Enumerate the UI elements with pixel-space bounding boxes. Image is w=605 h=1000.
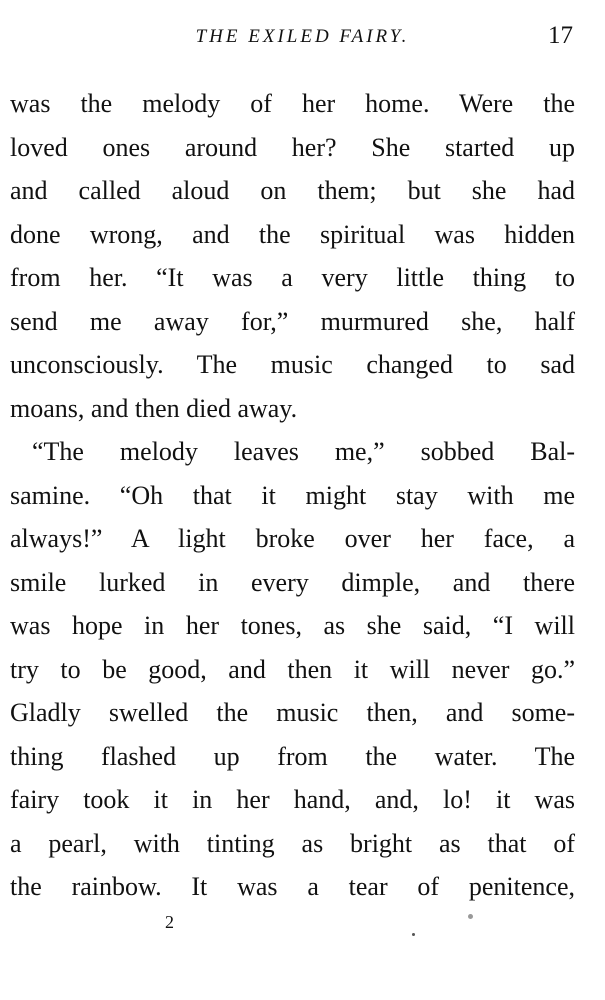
text-line: unconsciously. The music changed to sad: [10, 350, 575, 379]
page-number: 17: [548, 22, 573, 49]
text-line: try to be good, and then it will never go.”: [10, 654, 575, 684]
text-line: moans, and then died away.: [10, 393, 298, 423]
text-line: fairy took it in her hand, and, lo! it was: [10, 785, 575, 814]
text-line: was hope in her tones, as she said, “I will: [10, 611, 575, 640]
text-line: “The melody leaves me,” sobbed Bal-: [32, 437, 575, 466]
text-line: and called aloud on them; but she had: [10, 176, 575, 205]
text-line: samine. “Oh that it might stay with me: [10, 480, 575, 510]
print-speck: [412, 933, 415, 936]
signature-mark: 2: [165, 912, 174, 932]
text-line: a pearl, with tinting as bright as that of: [10, 828, 575, 858]
text-line: Gladly swelled the music then, and some-: [10, 698, 575, 727]
text-line: was the melody of her home. Were the: [10, 89, 575, 118]
body-text: [10, 82, 575, 909]
text-line: the rainbow. It was a tear of penitence,: [10, 872, 575, 901]
text-line: from her. “It was a very little thing to: [10, 263, 575, 292]
text-line: smile lurked in every dimple, and there: [10, 567, 575, 597]
text-line: always!” A light broke over her face, a: [10, 524, 575, 553]
text-line: done wrong, and the spiritual was hidden: [10, 219, 575, 249]
text-line: thing flashed up from the water. The: [10, 741, 575, 771]
print-speck: [468, 914, 473, 919]
running-title: THE EXILED FAIRY.: [195, 26, 410, 47]
text-line: send me away for,” murmured she, half: [10, 306, 575, 336]
text-line: loved ones around her? She started up: [10, 132, 575, 162]
